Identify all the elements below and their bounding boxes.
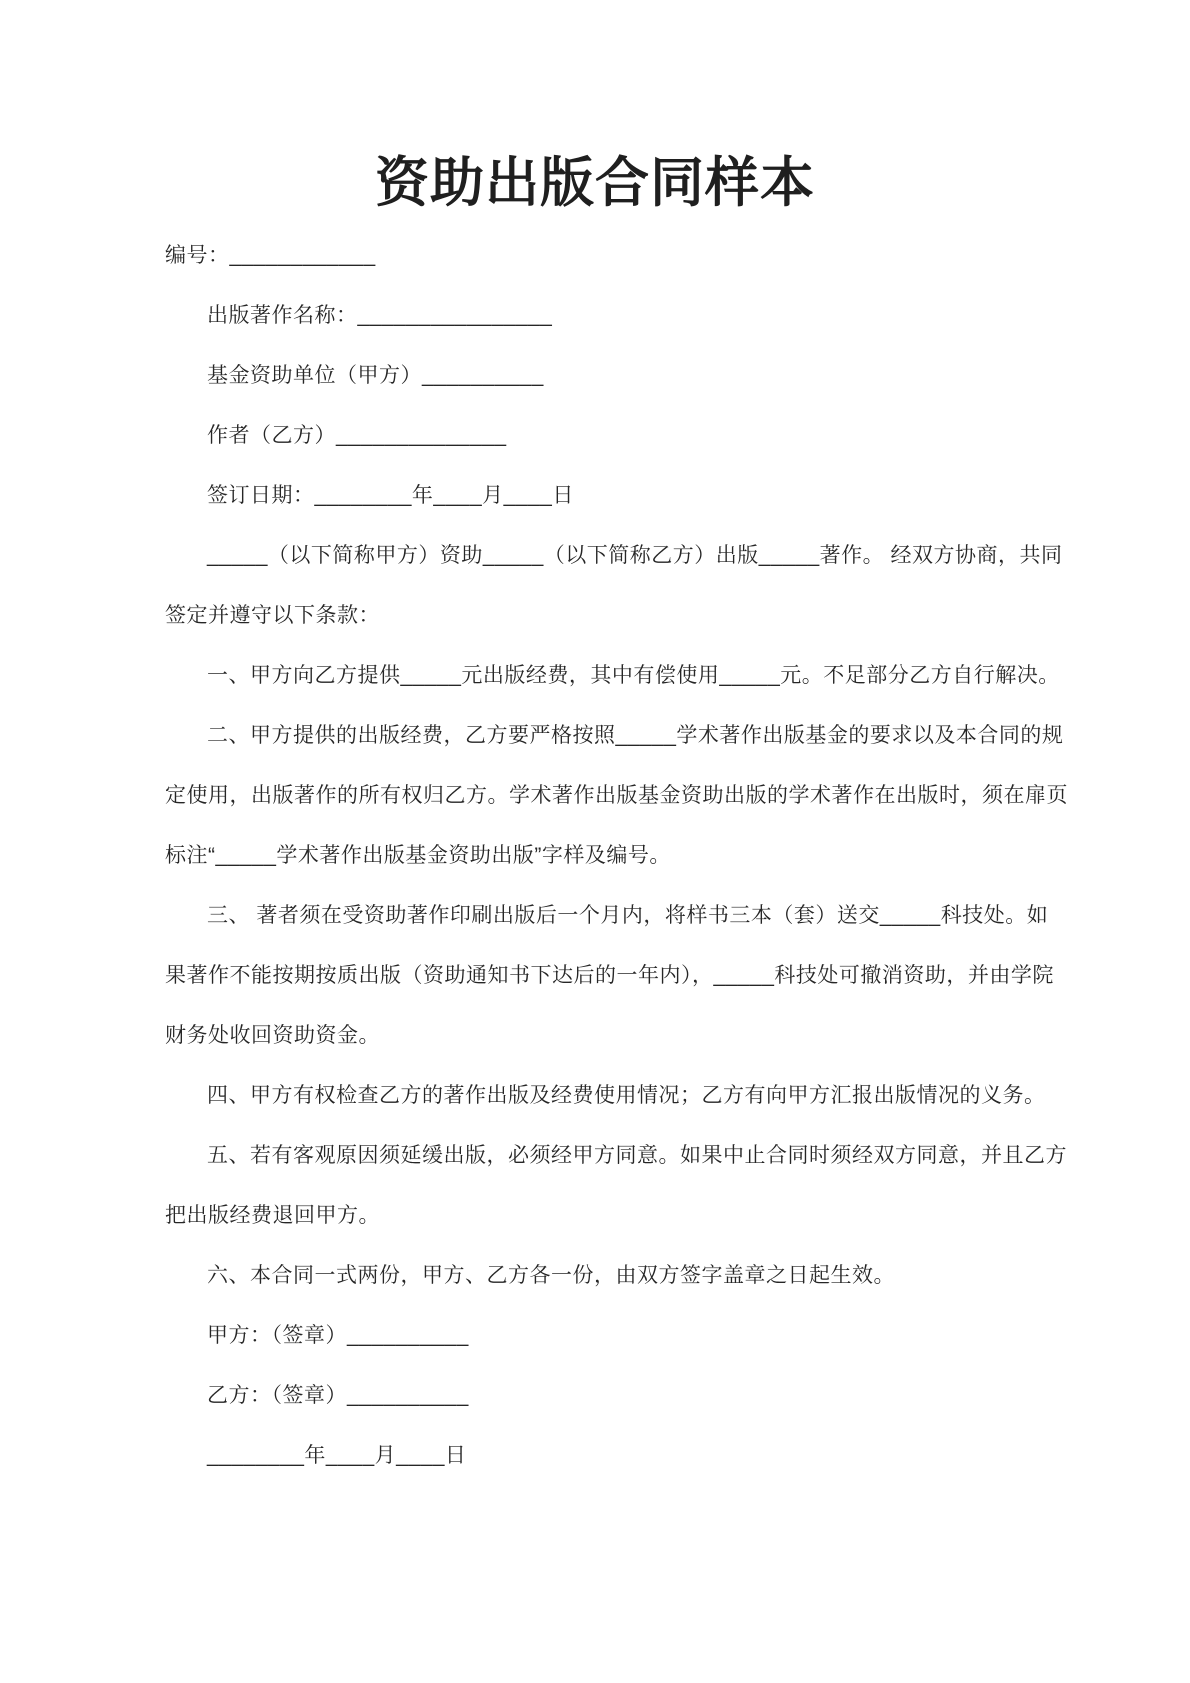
intro-line-1: _____（以下简称甲方）资助_____（以下简称乙方）出版_____著作。 经双方协商，共同 [207, 544, 1063, 567]
clause-5-line-1: 五、若有客观原因须延缓出版，必须经甲方同意。如果中止合同时须经双方同意，并且乙方 [207, 1144, 1067, 1167]
field-signing-date: 签订日期：________年____月____日 [207, 484, 574, 507]
final-date-line: ________年____月____日 [207, 1444, 467, 1467]
document-body [0, 226, 1190, 1486]
field-number: 编号：____________ [165, 244, 376, 267]
clause-3-line-1: 三、 著者须在受资助著作印刷出版后一个月内，将样书三本（套）送交_____科技处。如 [207, 904, 1049, 927]
clause-3-line-3: 财务处收回资助资金。 [165, 1024, 380, 1047]
clause-3-line-2: 果著作不能按期按质出版（资助通知书下达后的一年内），_____科技处可撤消资助，并由学院 [165, 964, 1054, 987]
field-author-party-b: 作者（乙方）______________ [207, 424, 507, 447]
field-work-title: 出版著作名称：________________ [207, 304, 553, 327]
signature-party-a: 甲方：（签章）__________ [207, 1324, 469, 1347]
intro-line-2: 签定并遵守以下条款： [165, 604, 380, 627]
clause-2-line-2: 定使用，出版著作的所有权归乙方。学术著作出版基金资助出版的学术著作在出版时，须在扉页 [165, 784, 1068, 807]
field-sponsor-party-a: 基金资助单位（甲方）__________ [207, 364, 544, 387]
clause-6: 六、本合同一式两份，甲方、乙方各一份，由双方签字盖章之日起生效。 [207, 1264, 895, 1287]
clause-2-line-3: 标注“_____学术著作出版基金资助出版”字样及编号。 [165, 844, 671, 867]
clause-2-line-1: 二、甲方提供的出版经费，乙方要严格按照_____学术著作出版基金的要求以及本合同的规 [207, 724, 1064, 747]
clause-5-line-2: 把出版经费退回甲方。 [165, 1204, 380, 1227]
clause-4: 四、甲方有权检查乙方的著作出版及经费使用情况；乙方有向甲方汇报出版情况的义务。 [207, 1084, 1046, 1107]
doc-title: 资助出版合同样本 [375, 153, 815, 213]
signature-party-b: 乙方：（签章）__________ [207, 1384, 469, 1407]
clause-1: 一、甲方向乙方提供_____元出版经费，其中有偿使用_____元。不足部分乙方自行解决。 [207, 664, 1060, 687]
